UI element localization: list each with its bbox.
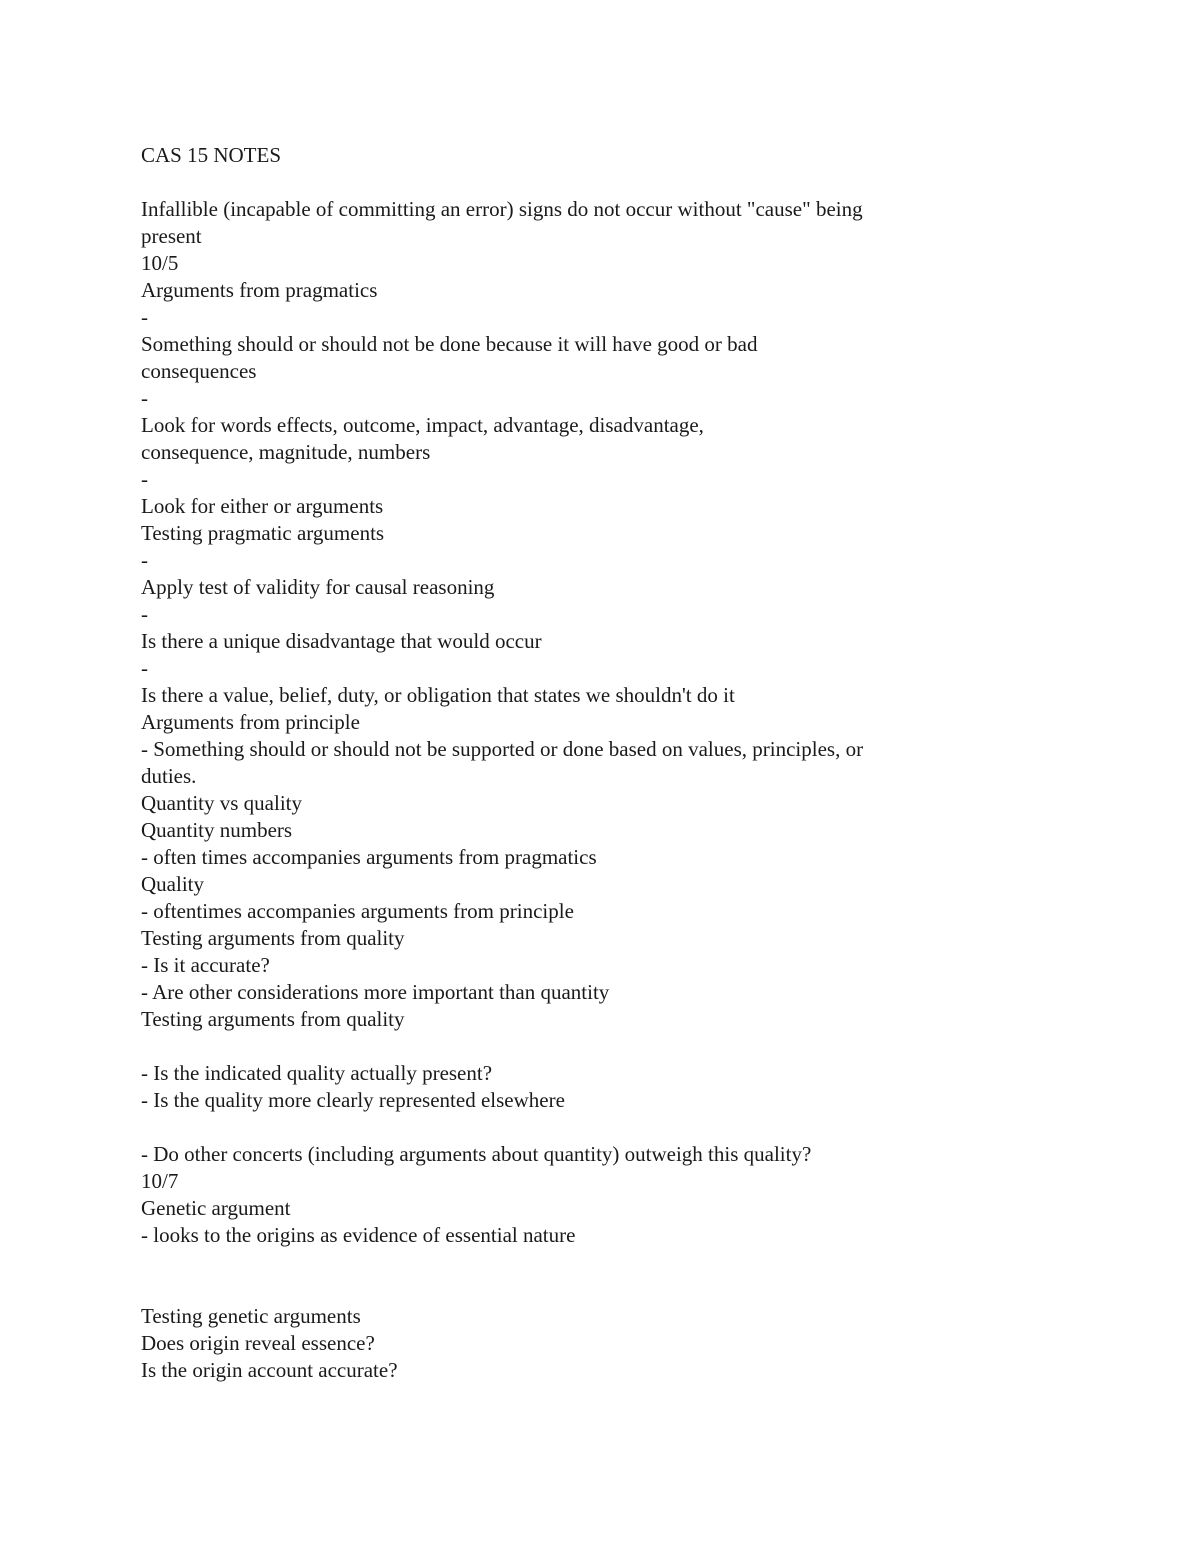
note-line: - Is it accurate? [141, 953, 270, 977]
note-line: Look for words effects, outcome, impact, advantage, disadvantage, [141, 413, 704, 437]
note-line: - [141, 467, 148, 491]
note-line: Is there a unique disadvantage that would occur [141, 629, 542, 653]
document-body [141, 142, 1041, 1384]
note-line: - [141, 305, 148, 329]
note-line: Quantity numbers [141, 818, 293, 842]
note-line: Testing arguments from quality [141, 1007, 405, 1031]
note-line: Is the origin account accurate? [141, 1358, 398, 1382]
note-line: Look for either or arguments [141, 494, 384, 518]
blank-line [141, 1114, 1041, 1141]
blank-line [141, 1249, 1041, 1276]
document-title: CAS 15 NOTES [141, 143, 282, 167]
note-line: - looks to the origins as evidence of essential nature [141, 1223, 576, 1247]
note-line: Is there a value, belief, duty, or obligation that states we shouldn't do it [141, 683, 735, 707]
note-line: Testing genetic arguments [141, 1304, 361, 1328]
note-line: Testing pragmatic arguments [141, 521, 385, 545]
note-line: Genetic argument [141, 1196, 291, 1220]
note-line: Infallible (incapable of committing an error) signs do not occur without "cause" being [141, 197, 863, 221]
note-line: - Something should or should not be supported or done based on values, principles, or [141, 737, 864, 761]
note-line: Does origin reveal essence? [141, 1331, 375, 1355]
note-line: Arguments from principle [141, 710, 360, 734]
note-line: Quantity vs quality [141, 791, 302, 815]
note-line: consequences [141, 359, 257, 383]
note-line: - [141, 656, 148, 680]
note-line: 10/5 [141, 251, 179, 275]
notes-lines [141, 196, 1041, 1384]
note-line: Testing arguments from quality [141, 926, 405, 950]
note-line: duties. [141, 764, 197, 788]
note-line: consequence, magnitude, numbers [141, 440, 431, 464]
note-line: - [141, 386, 148, 410]
note-line: Arguments from pragmatics [141, 278, 378, 302]
note-line: - oftentimes accompanies arguments from principle [141, 899, 574, 923]
note-line: 10/7 [141, 1169, 179, 1193]
note-line: - often times accompanies arguments from pragmatics [141, 845, 597, 869]
note-line: Quality [141, 872, 204, 896]
note-line: - Do other concerts (including arguments about quantity) outweigh this quality? [141, 1142, 812, 1166]
note-line: - Is the quality more clearly represented elsewhere [141, 1088, 565, 1112]
note-line: - [141, 548, 148, 572]
note-line: Something should or should not be done because it will have good or bad [141, 332, 758, 356]
note-line: Apply test of validity for causal reasoning [141, 575, 495, 599]
blank-line [141, 1033, 1041, 1060]
note-line: - [141, 602, 148, 626]
note-line: present [141, 224, 202, 248]
note-line: - Is the indicated quality actually present? [141, 1061, 493, 1085]
note-line: - Are other considerations more important than quantity [141, 980, 610, 1004]
blank-line [141, 1276, 1041, 1303]
